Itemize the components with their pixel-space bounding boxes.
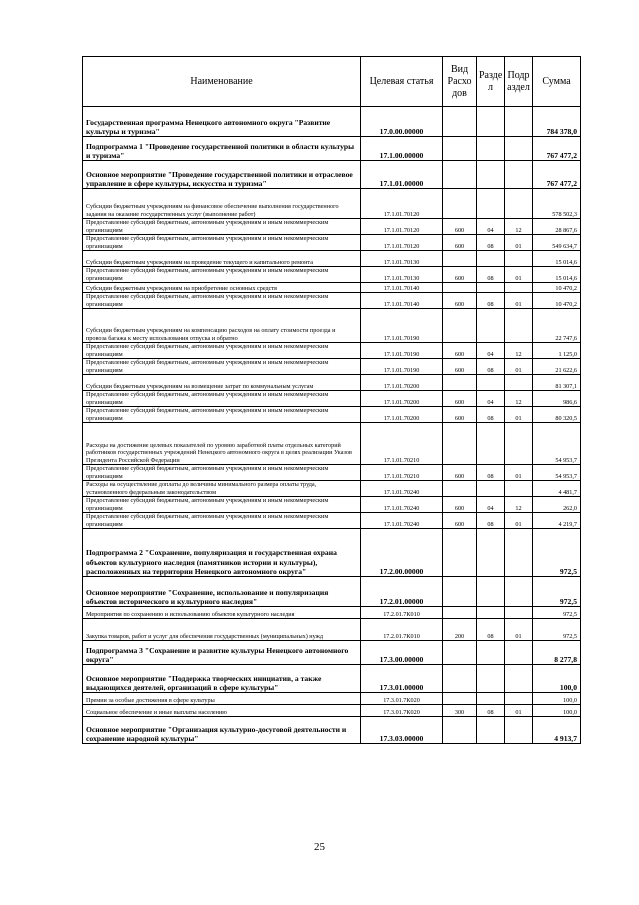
row-podrazdel: 01: [505, 359, 533, 375]
row-podrazdel: [505, 641, 533, 665]
table-row: [83, 465, 581, 481]
table-row: [83, 481, 581, 497]
row-sum: 972,5: [533, 619, 581, 641]
row-target: 17.3.01.7К020: [361, 693, 443, 705]
row-name: Предоставление субсидий бюджетным, автономным учреждениям и иным некоммерческим организациям: [83, 359, 361, 375]
row-podrazdel: [505, 375, 533, 391]
row-vid: [443, 481, 477, 497]
row-podrazdel: [505, 529, 533, 577]
row-razdel: 08: [477, 619, 505, 641]
row-sum: 54 953,7: [533, 423, 581, 465]
row-sum: 100,0: [533, 693, 581, 705]
row-podrazdel: [505, 309, 533, 343]
row-vid: [443, 693, 477, 705]
row-vid: 200: [443, 619, 477, 641]
row-name: Подпрограмма 1 "Проведение государственной политики в области культуры и туризма": [83, 137, 361, 161]
row-target: 17.1.00.00000: [361, 137, 443, 161]
row-vid: [443, 607, 477, 619]
row-target: 17.2.01.7К010: [361, 607, 443, 619]
row-target: 17.2.01.7К010: [361, 619, 443, 641]
row-sum: 15 014,6: [533, 251, 581, 267]
row-name: Субсидии бюджетным учреждениям на компенсацию расходов на оплату стоимости проезда и провоза багажа к месту использования отпуска и обратно: [83, 309, 361, 343]
row-target: 17.3.01.00000: [361, 665, 443, 693]
row-vid: 300: [443, 705, 477, 717]
row-vid: [443, 189, 477, 219]
row-vid: [443, 717, 477, 744]
row-target: 17.1.01.70190: [361, 343, 443, 359]
row-sum: 972,5: [533, 529, 581, 577]
row-sum: 986,6: [533, 391, 581, 407]
row-name: Предоставление субсидий бюджетным, автономным учреждениям и иным некоммерческим организациям: [83, 513, 361, 529]
row-razdel: [477, 481, 505, 497]
row-target: 17.1.01.70240: [361, 513, 443, 529]
row-razdel: 04: [477, 391, 505, 407]
table-row: [83, 219, 581, 235]
row-razdel: [477, 423, 505, 465]
row-sum: 100,0: [533, 705, 581, 717]
row-sum: 100,0: [533, 665, 581, 693]
row-podrazdel: 01: [505, 407, 533, 423]
table-row: [83, 283, 581, 293]
table-row: [83, 267, 581, 283]
row-name: Премии за особые достижения в сфере культуры: [83, 693, 361, 705]
row-target: 17.3.00.00000: [361, 641, 443, 665]
row-name: Подпрограмма 2 "Сохранение, популяризация и государственная охрана объектов культурного наследия (памятников истории и культуры), расположенных на территории Ненецкого автономного округа": [83, 529, 361, 577]
row-target: 17.2.00.00000: [361, 529, 443, 577]
row-name: Предоставление субсидий бюджетным, автономным учреждениям и иным некоммерческим организациям: [83, 343, 361, 359]
row-sum: 972,5: [533, 607, 581, 619]
row-name: Предоставление субсидий бюджетным, автономным учреждениям и иным некоммерческим организациям: [83, 267, 361, 283]
table-row: [83, 107, 581, 137]
row-vid: [443, 423, 477, 465]
table-header-row: [83, 57, 581, 107]
row-target: 17.1.01.70130: [361, 251, 443, 267]
table-row: [83, 293, 581, 309]
row-razdel: [477, 107, 505, 137]
row-vid: [443, 577, 477, 607]
row-podrazdel: 01: [505, 293, 533, 309]
table-row: [83, 309, 581, 343]
row-name: Предоставление субсидий бюджетным, автономным учреждениям и иным некоммерческим организациям: [83, 391, 361, 407]
table-row: [83, 235, 581, 251]
row-podrazdel: 01: [505, 465, 533, 481]
table-row: [83, 641, 581, 665]
row-name: Предоставление субсидий бюджетным, автономным учреждениям и иным некоммерческим организациям: [83, 235, 361, 251]
row-razdel: 04: [477, 343, 505, 359]
row-target: 17.2.01.00000: [361, 577, 443, 607]
row-razdel: 04: [477, 497, 505, 513]
row-sum: 549 634,7: [533, 235, 581, 251]
row-razdel: [477, 161, 505, 189]
row-razdel: [477, 283, 505, 293]
row-podrazdel: [505, 693, 533, 705]
row-razdel: 08: [477, 513, 505, 529]
row-podrazdel: [505, 481, 533, 497]
row-target: 17.1.01.70140: [361, 293, 443, 309]
row-vid: 600: [443, 293, 477, 309]
row-name: Расходы на достижение целевых показателей по уровню заработной платы отдельных категорий работников государственных учреждений Ненецкого автономного округа в целях реализации Указов Президента Российской Федерации: [83, 423, 361, 465]
row-vid: 600: [443, 391, 477, 407]
row-name: Субсидии бюджетным учреждениям на проведение текущего и капитального ремонта: [83, 251, 361, 267]
row-target: 17.1.01.70200: [361, 391, 443, 407]
row-sum: 28 867,6: [533, 219, 581, 235]
row-podrazdel: [505, 251, 533, 267]
row-podrazdel: 01: [505, 235, 533, 251]
row-razdel: [477, 189, 505, 219]
row-name: Субсидии бюджетным учреждениям на приобретение основных средств: [83, 283, 361, 293]
row-podrazdel: [505, 107, 533, 137]
row-name: Социальное обеспечение и иные выплаты населению: [83, 705, 361, 717]
row-sum: 8 277,8: [533, 641, 581, 665]
row-sum: 21 622,6: [533, 359, 581, 375]
table-row: [83, 619, 581, 641]
table-row: [83, 137, 581, 161]
row-vid: 600: [443, 343, 477, 359]
header-podrazdel: Подр аздел: [505, 57, 533, 107]
row-target: 17.1.01.70200: [361, 375, 443, 391]
row-name: Субсидии бюджетным учреждениям на возмещение затрат по коммунальным услугам: [83, 375, 361, 391]
row-target: 17.1.01.00000: [361, 161, 443, 189]
row-vid: 600: [443, 359, 477, 375]
table-row: [83, 407, 581, 423]
row-podrazdel: [505, 607, 533, 619]
row-name: Предоставление субсидий бюджетным, автономным учреждениям и иным некоммерческим организациям: [83, 407, 361, 423]
row-razdel: 08: [477, 359, 505, 375]
table-row: [83, 497, 581, 513]
row-vid: 600: [443, 497, 477, 513]
row-podrazdel: [505, 577, 533, 607]
row-name: Расходы на осуществление доплаты до величины минимального размера оплаты труда, установленного федеральным законодательством: [83, 481, 361, 497]
row-target: 17.1.01.70200: [361, 407, 443, 423]
row-sum: 22 747,6: [533, 309, 581, 343]
row-sum: 784 378,0: [533, 107, 581, 137]
row-vid: [443, 161, 477, 189]
row-name: Основное мероприятие "Поддержка творческих инициатив, а также выдающихся деятелей, организаций в сфере культуры": [83, 665, 361, 693]
row-sum: 4 913,7: [533, 717, 581, 744]
budget-table: [82, 56, 581, 744]
row-vid: [443, 375, 477, 391]
row-razdel: [477, 375, 505, 391]
row-razdel: [477, 251, 505, 267]
row-sum: 262,0: [533, 497, 581, 513]
table-row: [83, 513, 581, 529]
table-row: [83, 607, 581, 619]
row-sum: 578 502,3: [533, 189, 581, 219]
header-vid: Вид Расхо дов: [443, 57, 477, 107]
table-row: [83, 423, 581, 465]
row-vid: [443, 107, 477, 137]
row-name: Мероприятия по сохранению и использованию объектов культурного наследия: [83, 607, 361, 619]
table-body: [83, 107, 581, 744]
row-razdel: 08: [477, 267, 505, 283]
row-razdel: [477, 641, 505, 665]
row-podrazdel: 12: [505, 497, 533, 513]
row-sum: 4 219,7: [533, 513, 581, 529]
row-podrazdel: 01: [505, 619, 533, 641]
row-vid: [443, 283, 477, 293]
table-row: [83, 359, 581, 375]
row-name: Основное мероприятие "Организация культурно-досуговой деятельности и сохранение народной культуры": [83, 717, 361, 744]
row-name: Подпрограмма 3 "Сохранение и развитие культуры Ненецкого автономного округа": [83, 641, 361, 665]
row-target: 17.1.01.70130: [361, 267, 443, 283]
row-name: Основное мероприятие "Проведение государственной политики и отраслевое управление в сфере культуры, искусства и туризма": [83, 161, 361, 189]
row-vid: [443, 641, 477, 665]
row-podrazdel: 12: [505, 343, 533, 359]
row-razdel: [477, 577, 505, 607]
row-sum: 81 307,1: [533, 375, 581, 391]
row-name: Основное мероприятие "Сохранение, использование и популяризация объектов исторического и культурного наследия": [83, 577, 361, 607]
row-name: Предоставление субсидий бюджетным, автономным учреждениям и иным некоммерческим организациям: [83, 497, 361, 513]
row-target: 17.1.01.70210: [361, 465, 443, 481]
row-podrazdel: [505, 161, 533, 189]
row-razdel: [477, 607, 505, 619]
table-row: [83, 705, 581, 717]
row-vid: [443, 529, 477, 577]
row-vid: 600: [443, 235, 477, 251]
row-podrazdel: 01: [505, 513, 533, 529]
row-podrazdel: [505, 665, 533, 693]
row-sum: 10 470,2: [533, 293, 581, 309]
row-name: Предоставление субсидий бюджетным, автономным учреждениям и иным некоммерческим организациям: [83, 293, 361, 309]
row-razdel: [477, 693, 505, 705]
row-vid: [443, 251, 477, 267]
row-target: 17.1.01.70190: [361, 309, 443, 343]
row-target: 17.3.01.7К020: [361, 705, 443, 717]
row-podrazdel: 12: [505, 219, 533, 235]
row-podrazdel: 01: [505, 705, 533, 717]
header-target: Целевая статья: [361, 57, 443, 107]
header-sum: Сумма: [533, 57, 581, 107]
row-vid: 600: [443, 267, 477, 283]
row-name: Субсидии бюджетным учреждениям на финансовое обеспечение выполнения государственного задания на оказание государственных услуг (выполнение работ): [83, 189, 361, 219]
row-sum: 972,5: [533, 577, 581, 607]
row-razdel: [477, 309, 505, 343]
row-razdel: [477, 665, 505, 693]
row-vid: 600: [443, 407, 477, 423]
row-razdel: [477, 137, 505, 161]
row-razdel: 08: [477, 235, 505, 251]
row-target: 17.1.01.70120: [361, 219, 443, 235]
row-vid: [443, 665, 477, 693]
row-sum: 54 953,7: [533, 465, 581, 481]
row-name: Предоставление субсидий бюджетным, автономным учреждениям и иным некоммерческим организациям: [83, 219, 361, 235]
row-target: 17.3.03.00000: [361, 717, 443, 744]
row-vid: 600: [443, 465, 477, 481]
header-name: Наименование: [83, 57, 361, 107]
row-razdel: 08: [477, 407, 505, 423]
table-row: [83, 189, 581, 219]
row-podrazdel: 12: [505, 391, 533, 407]
table-row: [83, 693, 581, 705]
row-sum: 80 320,5: [533, 407, 581, 423]
row-target: 17.0.00.00000: [361, 107, 443, 137]
row-target: 17.1.01.70190: [361, 359, 443, 375]
table-row: [83, 251, 581, 267]
row-razdel: [477, 717, 505, 744]
row-name: Государственная программа Ненецкого автономного округа "Развитие культуры и туризма": [83, 107, 361, 137]
table-row: [83, 391, 581, 407]
table-row: [83, 529, 581, 577]
row-razdel: 08: [477, 293, 505, 309]
table-row: [83, 161, 581, 189]
row-target: 17.1.01.70120: [361, 235, 443, 251]
row-vid: [443, 309, 477, 343]
row-sum: 15 014,6: [533, 267, 581, 283]
row-razdel: 08: [477, 465, 505, 481]
row-podrazdel: 01: [505, 267, 533, 283]
row-podrazdel: [505, 717, 533, 744]
row-razdel: 08: [477, 705, 505, 717]
table-row: [83, 375, 581, 391]
row-sum: 1 125,0: [533, 343, 581, 359]
row-target: 17.1.01.70240: [361, 497, 443, 513]
row-target: 17.1.01.70210: [361, 423, 443, 465]
row-sum: 767 477,2: [533, 137, 581, 161]
header-razdel: Разде л: [477, 57, 505, 107]
row-podrazdel: [505, 423, 533, 465]
row-razdel: [477, 529, 505, 577]
table-row: [83, 665, 581, 693]
row-target: 17.1.01.70140: [361, 283, 443, 293]
row-podrazdel: [505, 137, 533, 161]
row-podrazdel: [505, 283, 533, 293]
row-razdel: 04: [477, 219, 505, 235]
row-sum: 4 481,7: [533, 481, 581, 497]
row-target: 17.1.01.70240: [361, 481, 443, 497]
page-number: 25: [314, 841, 325, 853]
row-vid: [443, 137, 477, 161]
row-name: Закупка товаров, работ и услуг для обеспечения государственных (муниципальных) нужд: [83, 619, 361, 641]
row-podrazdel: [505, 189, 533, 219]
table-row: [83, 343, 581, 359]
row-name: Предоставление субсидий бюджетным, автономным учреждениям и иным некоммерческим организациям: [83, 465, 361, 481]
row-vid: 600: [443, 219, 477, 235]
row-vid: 600: [443, 513, 477, 529]
row-target: 17.1.01.70120: [361, 189, 443, 219]
table-row: [83, 577, 581, 607]
table-row: [83, 717, 581, 744]
row-sum: 767 477,2: [533, 161, 581, 189]
row-sum: 10 470,2: [533, 283, 581, 293]
